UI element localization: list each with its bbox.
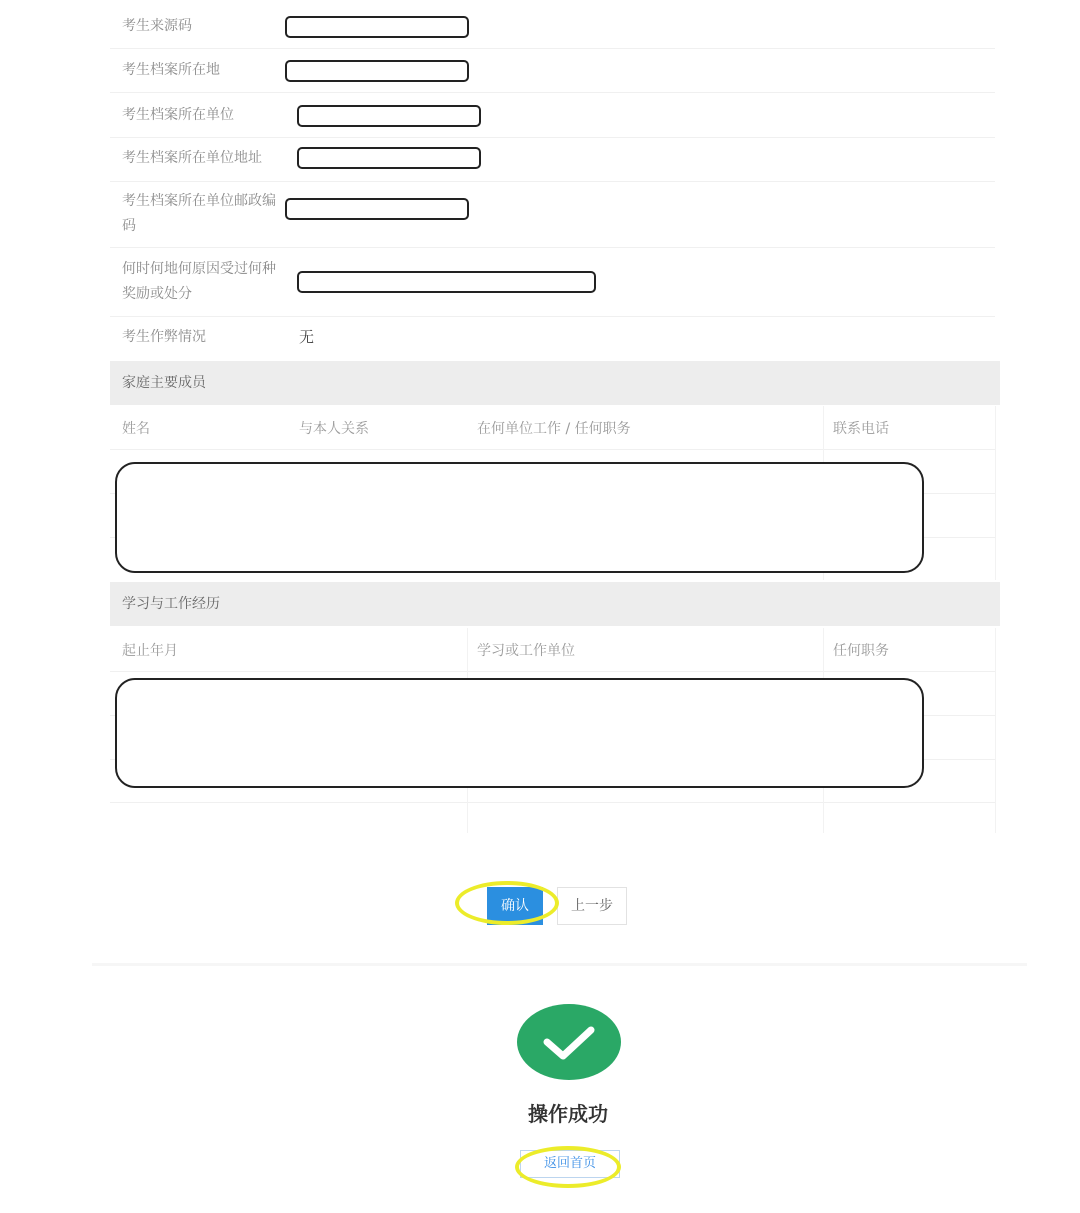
column-divider (995, 628, 996, 833)
history-section-title: 学习与工作经历 (122, 596, 220, 612)
label-source-code: 考生来源码 (122, 18, 192, 34)
row-divider (110, 48, 995, 49)
family-section-header (110, 361, 1000, 405)
row-divider (110, 181, 995, 182)
previous-step-button[interactable]: 上一步 (557, 887, 627, 925)
family-section-title: 家庭主要成员 (122, 375, 206, 391)
confirm-button[interactable]: 确认 (487, 887, 543, 925)
history-col-period: 起止年月 (122, 643, 178, 659)
source-code-input[interactable] (285, 16, 469, 38)
row-divider (110, 449, 995, 450)
row-divider (110, 802, 995, 803)
history-section-header (110, 582, 1000, 626)
archive-postcode-input[interactable] (285, 198, 469, 220)
row-divider (110, 316, 995, 317)
family-members-box (115, 462, 924, 573)
cheating-value: 无 (299, 328, 315, 346)
success-message: 操作成功 (528, 1102, 608, 1126)
row-divider (110, 247, 995, 248)
label-archive-unit-address: 考生档案所在单位地址 (122, 150, 262, 166)
confirm-highlight-circle (455, 881, 559, 925)
label-rewards-punishments: 何时何地何原因受过何种奖励或处分 (122, 261, 276, 302)
label-cheating: 考生作弊情况 (122, 329, 206, 345)
family-col-relation: 与本人关系 (299, 421, 369, 437)
back-home-link[interactable]: 返回首页 (520, 1150, 620, 1178)
family-col-name: 姓名 (122, 421, 150, 437)
row-divider (110, 137, 995, 138)
label-archive-location: 考生档案所在地 (122, 62, 220, 78)
archive-unit-address-input[interactable] (297, 147, 481, 169)
work-history-box (115, 678, 924, 788)
label-archive-postcode: 考生档案所在单位邮政编码 (122, 193, 276, 234)
success-check-icon (517, 1004, 621, 1080)
family-col-phone: 联系电话 (833, 421, 889, 437)
history-col-unit: 学习或工作单位 (477, 643, 575, 659)
label-archive-unit: 考生档案所在单位 (122, 107, 234, 123)
archive-location-input[interactable] (285, 60, 469, 82)
row-divider (110, 92, 995, 93)
back-home-highlight-circle (515, 1146, 621, 1188)
row-divider (110, 671, 995, 672)
rewards-punishments-input[interactable] (297, 271, 596, 293)
archive-unit-input[interactable] (297, 105, 481, 127)
section-separator (92, 963, 1027, 966)
column-divider (995, 406, 996, 580)
history-col-position: 任何职务 (833, 643, 889, 659)
family-col-workplace: 在何单位工作 / 任何职务 (477, 421, 631, 437)
